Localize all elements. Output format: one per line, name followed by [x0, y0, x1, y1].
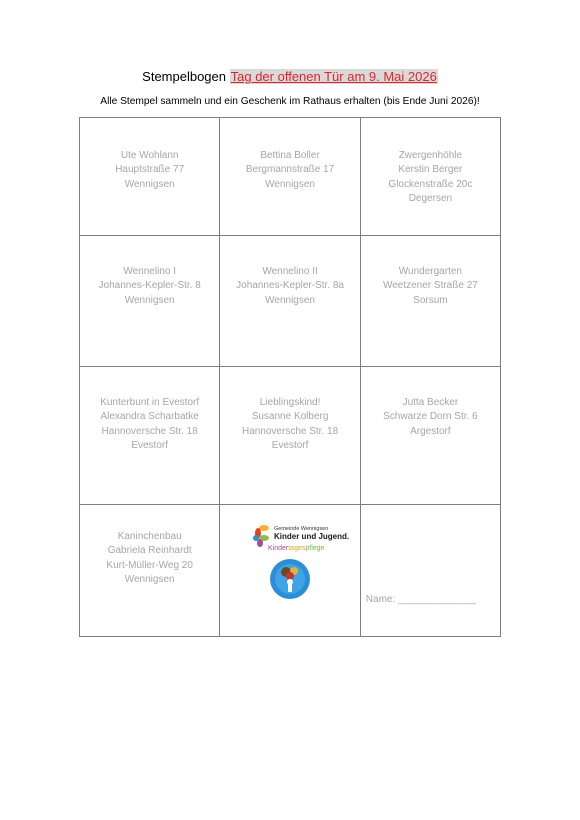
stamp-cell [220, 118, 360, 236]
stamp-cell-line: Susanne Kolberg [251, 411, 329, 423]
stamp-cell [80, 505, 220, 637]
logo-line2: Kinder und Jugend. [274, 532, 350, 541]
stamp-cell-line: Argestorf [410, 425, 451, 437]
stamp-cell-line: Wennigsen [124, 574, 175, 586]
stamp-cell-line: Kunterbunt in Evestorf [100, 397, 200, 408]
stamp-cell-line: Evestorf [131, 440, 169, 452]
title-prefix: Stempelbogen [142, 69, 226, 84]
subtitle: Alle Stempel sammeln und ein Geschenk im Rathaus erhalten (bis Ende Juni 2026)! [100, 96, 480, 107]
logo-line3: Kindertagespflege [268, 545, 325, 552]
stamp-cell [360, 236, 500, 367]
stamp-cell-line: Hannoversche Str. 18 [241, 425, 339, 437]
stamp-cell-line: Hannoversche Str. 18 [101, 425, 198, 437]
stamp-cell-line: Gabriela Reinhardt [107, 545, 192, 557]
stamp-cell-line: Wennigsen [124, 178, 175, 190]
logo-cell [220, 505, 360, 637]
stamp-cell [360, 367, 500, 505]
stamp-cell-line: Wennigsen [124, 294, 175, 306]
title-highlight: Tag der offenen Tür am 9. Mai 2026 [230, 69, 437, 84]
stamp-cell-line: Wennelino I [123, 266, 176, 277]
stamp-cell-line: Glockenstraße 20c [388, 178, 473, 190]
stamp-cell-line: Bergmannstraße 17 [245, 164, 335, 176]
stamp-cell-line: Lieblingskind! [259, 397, 321, 408]
stamp-cell-line: Weetzener Straße 27 [382, 280, 478, 292]
name-cell [360, 505, 500, 637]
stamp-cell-line: Evestorf [271, 440, 309, 452]
stamp-cell-line: Ute Wohlann [120, 150, 179, 161]
stamp-grid [79, 117, 501, 637]
logo-line1: Gemeinde Wennigsen [274, 526, 329, 532]
stamp-cell [220, 236, 360, 367]
stamp-cell [360, 118, 500, 236]
stamp-cell [80, 367, 220, 505]
stamp-cell-line: Zwergenhöhle [398, 150, 463, 161]
stamp-cell-line: Kaninchenbau [117, 531, 182, 542]
stamp-cell-line: Schwarze Dorn Str. 6 [383, 411, 478, 423]
name-field[interactable]: Name: ______________ [365, 594, 476, 605]
stamp-cell-line: Sorsum [413, 294, 448, 306]
stamp-cell-line: Wennigsen [265, 178, 315, 190]
stamp-cell-line: Bettina Boller [260, 150, 320, 161]
stamp-cell-line: Degersen [408, 193, 453, 205]
stamp-cell-line: Wundergarten [398, 266, 462, 277]
stamp-cell-line: Kerstin Berger [398, 164, 463, 176]
stamp-cell [220, 367, 360, 505]
childcare-badge-icon [270, 559, 310, 599]
stamp-cell [80, 236, 220, 367]
stamp-cell-line: Johannes-Kepler-Str. 8a [236, 280, 344, 292]
stamp-cell-line: Jutta Becker [402, 397, 459, 408]
stamp-cell-line: Hauptstraße 77 [115, 164, 185, 176]
page-title [0, 69, 580, 84]
stamp-cell-line: Wennelino II [262, 266, 318, 277]
municipality-logo [220, 519, 360, 609]
flower-icon [253, 525, 269, 547]
stamp-cell-line: Kurt-Müller-Weg 20 [106, 559, 193, 571]
stamp-cell-line: Wennigsen [265, 294, 315, 306]
stamp-cell [80, 118, 220, 236]
stamp-cell-line: Johannes-Kepler-Str. 8 [98, 280, 201, 292]
stamp-cell-line: Alexandra Scharbatke [100, 411, 199, 423]
